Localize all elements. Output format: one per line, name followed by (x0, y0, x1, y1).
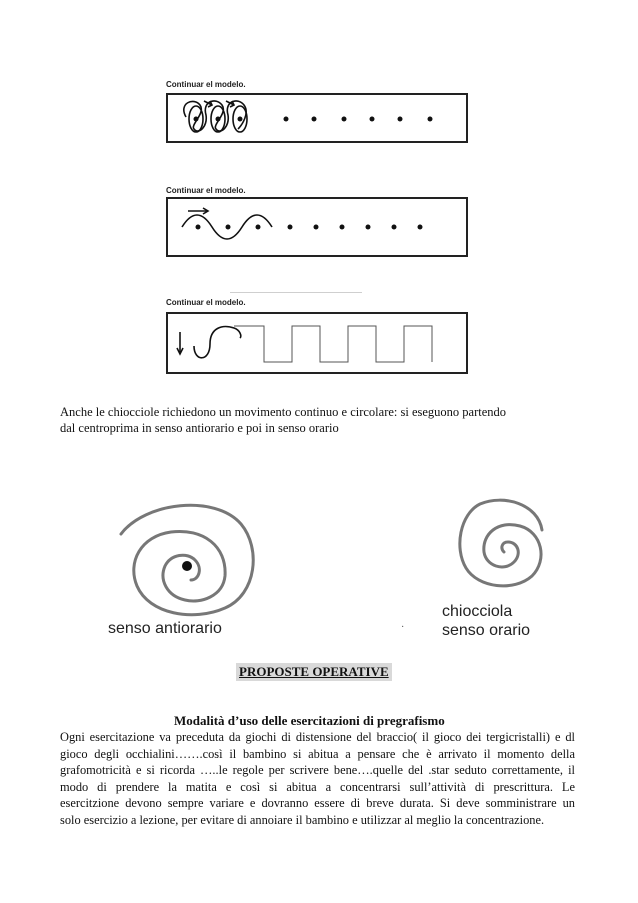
loop-pattern-drawing (168, 95, 466, 141)
exercise-1-label: Continuar el modelo. (166, 80, 246, 89)
intro-paragraph (60, 404, 590, 436)
body-line: solo esercizio a lezione, per evitare di annoiare il bambino e utilizzar al meglio la concentrazione. (60, 812, 545, 827)
exercise-2-label: Continuar el modelo. (166, 186, 246, 195)
right-spiral-caption-1: chiocciola (442, 603, 513, 620)
exercise-2-box (166, 197, 468, 257)
body-line: grafomotricità e si ricorda …..le regole per scrivere bene….quelle del .star seduto correttamente, il (60, 763, 575, 778)
square-wave-drawing (168, 314, 466, 372)
exercise-3-label: Continuar el modelo. (166, 298, 246, 307)
section-title: PROPOSTE OPERATIVE (236, 663, 392, 681)
body-line: Ogni esercitazione va preceduta da giochi di distensione del braccio( il gioco dei tergicristalli) e dl (60, 730, 575, 744)
body-line: modo di prendere la matita e così si abitua a concentrarsi sull’attività di prescrittura. Le (60, 779, 575, 794)
subheading: Modalità d’uso delle esercitazioni di pregrafismo (174, 713, 445, 728)
right-spiral-caption-2: senso orario (442, 622, 531, 639)
body-line: gioco degli occhialini…….così il bambino si abitua a pensare che è arrivato il momento della (60, 746, 575, 761)
body-paragraph (60, 729, 575, 829)
intro-line-2: dal centroprima in senso antiorario e poi in senso orario (60, 421, 339, 435)
exercise-1-box (166, 93, 468, 143)
exercise-3-box (166, 312, 468, 374)
counterclockwise-spiral-drawing (115, 496, 265, 618)
body-line: esercitzione devono sempre variare e dovranno essere di breve durata. Si deve somministrare un (60, 796, 575, 811)
faint-separator (230, 292, 362, 293)
intro-line-1: Anche le chiocciole richiedono un movimento continuo e circolare: si eseguono partendo (60, 405, 507, 419)
left-spiral-caption: senso antiorario (108, 620, 222, 637)
small-dot: · (401, 622, 405, 633)
wave-pattern-drawing (168, 199, 466, 255)
clockwise-spiral-drawing (456, 496, 554, 592)
